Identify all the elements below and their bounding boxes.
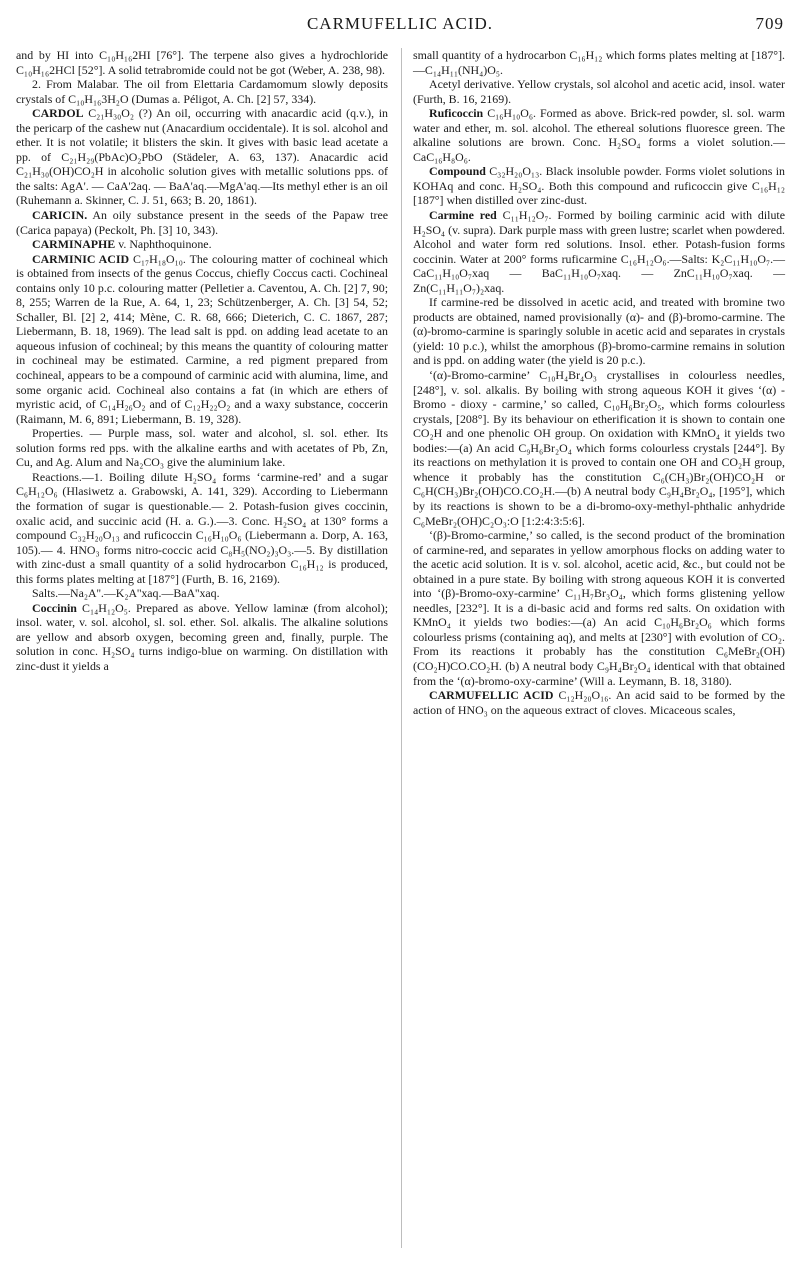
entry-text: C₁₂H₂₀O₁₆. An acid said to be formed by the action of HNO₃ on the aqueous extract of cloves. Micaceous scales, (413, 688, 785, 717)
entry-text: Properties. — Purple mass, sol. water and alcohol, sl. sol. ether. Its solution forms red pps. with the alkaline earths and with acetates of Pb, Zn, Cu, and Ag. Alum and Na₂CO₃ give the aluminium lake. (16, 426, 388, 470)
entry-headword: CARICIN. (32, 208, 88, 223)
entry-text: If carmine-red be dissolved in acetic acid, and treated with bromine two products are obtained, named provisionally (α)- and (β)-bromo-carmine. The (α)-bromo-carmine is sparingly soluble in acetic acid and separates in crystals (yield: 10 p.c.), whilst the amorphous (β)-bromo-carmine remains in solution and is ppd. on adding water (the yield is 20 p.c.). (413, 295, 785, 368)
entry-text: and by HI into C₁₀H₁₆2HI [76°]. The terpene also gives a hydrochloride C₁₀H₁₆2HCl [52°]. A solid tetrabromide could not be got (Weber, A. 238, 98). (16, 48, 388, 77)
entry-headword: CARDOL (32, 106, 84, 121)
entry-text: ‘(β)-Bromo-carmine,’ so called, is the second product of the bromination of carmine-red, and separates in yellow amorphous flocks on adding water to the acetic acid solution. It is v. sol. alcohol, acetic acid, &c., but could not be obtained in a pure state. By boiling with strong aqueous KOH it is converted into ‘(β)-Bromo-oxy-carmine’ C₁₁H₇Br₃O₄, which forms glistening yellow needles, [232°]. It is a di-basic acid and forms red salts. On oxidation with KMnO₄ it yields two bodies:—(a) An acid C₁₀H₆Br₂O₆ which forms colourless prisms (containing aq), and melts at [230°] with evolution of CO₂. From its reactions it probably has the constitution C₆MeBr₂(OH)(CO₂H)CO.CO₂H. (b) A neutral body C₉H₄Br₂O₄ identical with that obtained from the ‘(α)-bromo-oxy-carmine’ (Will a. Leymann, B. 18, 3180). (413, 528, 785, 688)
paragraph (413, 528, 785, 688)
entry-headword: CARMUFELLIC ACID (429, 688, 554, 703)
entry-text: C₁₆H₁₀O₆. Formed as above. Brick-red powder, sl. sol. warm water and ether, m. sol. alcohol. The ethereal solutions fluoresce green. The alkaline solutions are brown. Conc. H₂SO₄ forms a violet solution.— CaC₁₆H₈O₆. (413, 106, 785, 164)
paragraph (413, 295, 785, 368)
entry-text: C₃₂H₂₀O₁₃. Black insoluble powder. Forms violet solutions in KOHAq and conc. H₂SO₄. Both this compound and ruficoccin give C₁₆H₁₂ [187°] when distilled over zinc-dust. (413, 164, 785, 208)
entry-headword: CARMINIC ACID (32, 251, 130, 266)
entry-text: small quantity of a hydrocarbon C₁₆H₁₂ which forms plates melting at [187°].—C₁₄H₁₁(NH₄)O₅. (413, 48, 785, 77)
paragraph (413, 77, 785, 106)
dictionary-entry (413, 164, 785, 208)
entry-text: C₁₄H₁₂O₅. Prepared as above. Yellow laminæ (from alcohol); insol. water, v. sol. alcohol, sl. sol. ether. Sol. alkalis. The alkaline solutions are yellow and absorb oxygen, becoming green and, finally, purple. The solution in conc. H₂SO₄ turns indigo-blue on warming. On distillation with zinc-dust it yields a (16, 600, 388, 673)
entry-text: C₂₁H₃₀O₂ (?) An oil, occurring with anacardic acid (q.v.), in the pericarp of the cashew nut (Anacardium occidentale). It is sol. alcohol and ether. It is not volatile; it blisters the skin. It gives with basic lead acetate a pp. of C₂₁H₂₉(PbAc)O₂PbO (Städeler, A. 63, 137). Anacardic acid C₂₁H₃₀(OH)CO₂H in alcoholic solution gives with metallic solutions pps. of the salts: AgA'. — CaA'2aq. — BaA'aq.—MgA'aq.—Its methyl ether is an oil (Ruhemann a. Skinner, C. J. 51, 663; B. 20, 1861). (16, 106, 388, 208)
paragraph (413, 368, 785, 528)
paragraph (16, 426, 388, 470)
entry-headword: CARMINAPHE (32, 237, 116, 252)
entry-headword: Carmine red (429, 208, 497, 223)
page-title: CARMUFELLIC ACID. (306, 14, 494, 33)
dictionary-entry (16, 106, 388, 208)
entry-text: 2. From Malabar. The oil from Elettaria Cardamomum slowly deposits crystals of C₁₀H₁₆3H₂O (Dumas a. Péligot, A. Ch. [2] 57, 334). (16, 77, 388, 106)
running-header (16, 14, 784, 38)
dictionary-entry (16, 237, 388, 252)
entry-text: Acetyl derivative. Yellow crystals, sol alcohol and acetic acid, insol. water (Furth, B. 16, 2169). (413, 77, 785, 106)
left-column (16, 48, 388, 674)
entry-text: ‘(α)-Bromo-carmine’ C₁₀H₄Br₄O₃ crystallises in colourless needles, [248°], v. sol. alkalis. By boiling with strong aqueous KOH it gives ‘(α) - Bromo - dioxy - carmine,’ so called, C₁₀H₆Br₂O₅, which forms colourless crystals, [208°]. By its behaviour on etherification it is shown to contain one CO₂H and one phenolic OH group. On oxidation with KMnO₄ it yields two bodies:—(a) An acid C₉H₆Br₂O₄ which forms colourless crystals [244°]. By its reactions on methylation it is proved to contain one OH and CO₂H group, whence it probably has the constitution C₆(CH₃)Br₂(OH)CO₂H or C₆H(CH₃)Br₂(OH)CO.CO₂H.—(b) A neutral body C₉H₄Br₂O₄, [195°], which by its reactions is shown to be a di-bromo-oxy-methyl-phthalic anhydride C₆MeBr₂(OH)C₂O₃:O [1:2:4:3:5:6]. (413, 368, 785, 528)
dictionary-entry (16, 252, 388, 427)
paragraph (16, 470, 388, 586)
paragraph (16, 77, 388, 106)
continued-paragraph (16, 48, 388, 77)
dictionary-entry (16, 601, 388, 674)
entry-text: Salts.—Na₂A''.—K₂A''xaq.—BaA''xaq. (32, 586, 220, 601)
dictionary-entry (413, 688, 785, 717)
entry-headword: Ruficoccin (429, 106, 484, 121)
continued-paragraph (413, 48, 785, 77)
column-divider (401, 48, 402, 1248)
entry-text: C₁₇H₁₈O₁₀. The colouring matter of cochineal which is obtained from insects of the genus Coccus, chiefly Coccus cacti. Cochineal contains only 10 p.c. colouring matter (Pelletier a. Caventou, A. Ch. [2] 7, 90; 8, 255; Warren de la Rue, A. 64, 1, 23; Schützenberger, A. Ch. [3] 54, 52; Schaller, Bl. [2] 2, 414; Mène, C. R. 68, 666; Dieterich, C. C. 1867, 287; Liebermann, B. 18, 1969). The lead salt is ppd. on adding lead acetate to an aqueous infusion of cochineal; by this means the quantity of colouring matter in cochineal may be estimated. Carmine, a red pigment prepared from cochineal, appears to be a compound of carminic acid with alumina, lime, and some organic acid. Cochineal also contains a fat (in which are ethers of myristic acid, of C₁₄H₂₆O₂ and of C₁₂H₂₂O₂ and a waxy substance, coccerin (Raimann, M. 6, 891; Liebermann, B. 19, 328). (16, 251, 388, 426)
entry-headword: Coccinin (32, 600, 77, 615)
dictionary-entry (413, 208, 785, 295)
entry-text: An oily substance present in the seeds of the Papaw tree (Carica papaya) (Peckolt, Ph. [3] 10, 343). (16, 208, 388, 237)
entry-text: v. Naphthoquinone. (115, 237, 212, 252)
dictionary-entry (413, 106, 785, 164)
entry-text: Reactions.—1. Boiling dilute H₂SO₄ forms ‘carmine-red’ and a sugar C₆H₁₂O₆ (Hlasiwetz a. Grabowski, A. 141, 329). According to Liebermann the formation of sugar is questionable.— 2. Potash-fusion gives coccinin, oxalic acid, and succinic acid (H. a. G.).—3. Conc. H₂SO₄ at 130° forms a compound C₃₂H₂₀O₁₃ and ruficoccin C₁₆H₁₀O₆ (Liebermann a. Dorp, A. 163, 105).— 4. HNO₃ forms nitro-coccic acid C₈H₅(NO₂)₃O₃.—5. By distillation with zinc-dust a small quantity of a solid hydrocarbon C₁₆H₁₂ is produced, this forms plates melting at [187°] (Furth, B. 16, 2169). (16, 469, 388, 586)
right-column (413, 48, 785, 717)
page-number: 709 (755, 14, 784, 33)
dictionary-entry (16, 208, 388, 237)
entry-text: C₁₁H₁₂O₇. Formed by boiling carminic acid with dilute H₂SO₄ (v. supra). Dark purple mass with green lustre; scarlet when powdered. Alcohol and water form red solutions. Insol. ether. Potash-fusion forms coccinin. Water at 200° forms ruficarmine C₁₆H₁₂O₆.—Salts: K₂C₁₁H₁₀O₇.—CaC₁₁H₁₀O₇xaq — BaC₁₁H₁₀O₇xaq. — ZnC₁₁H₁₀O₇xaq. — Zn(C₁₁H₁₁O₇)₂xaq. (413, 208, 786, 295)
paragraph (16, 586, 388, 601)
entry-headword: Compound (429, 164, 486, 179)
